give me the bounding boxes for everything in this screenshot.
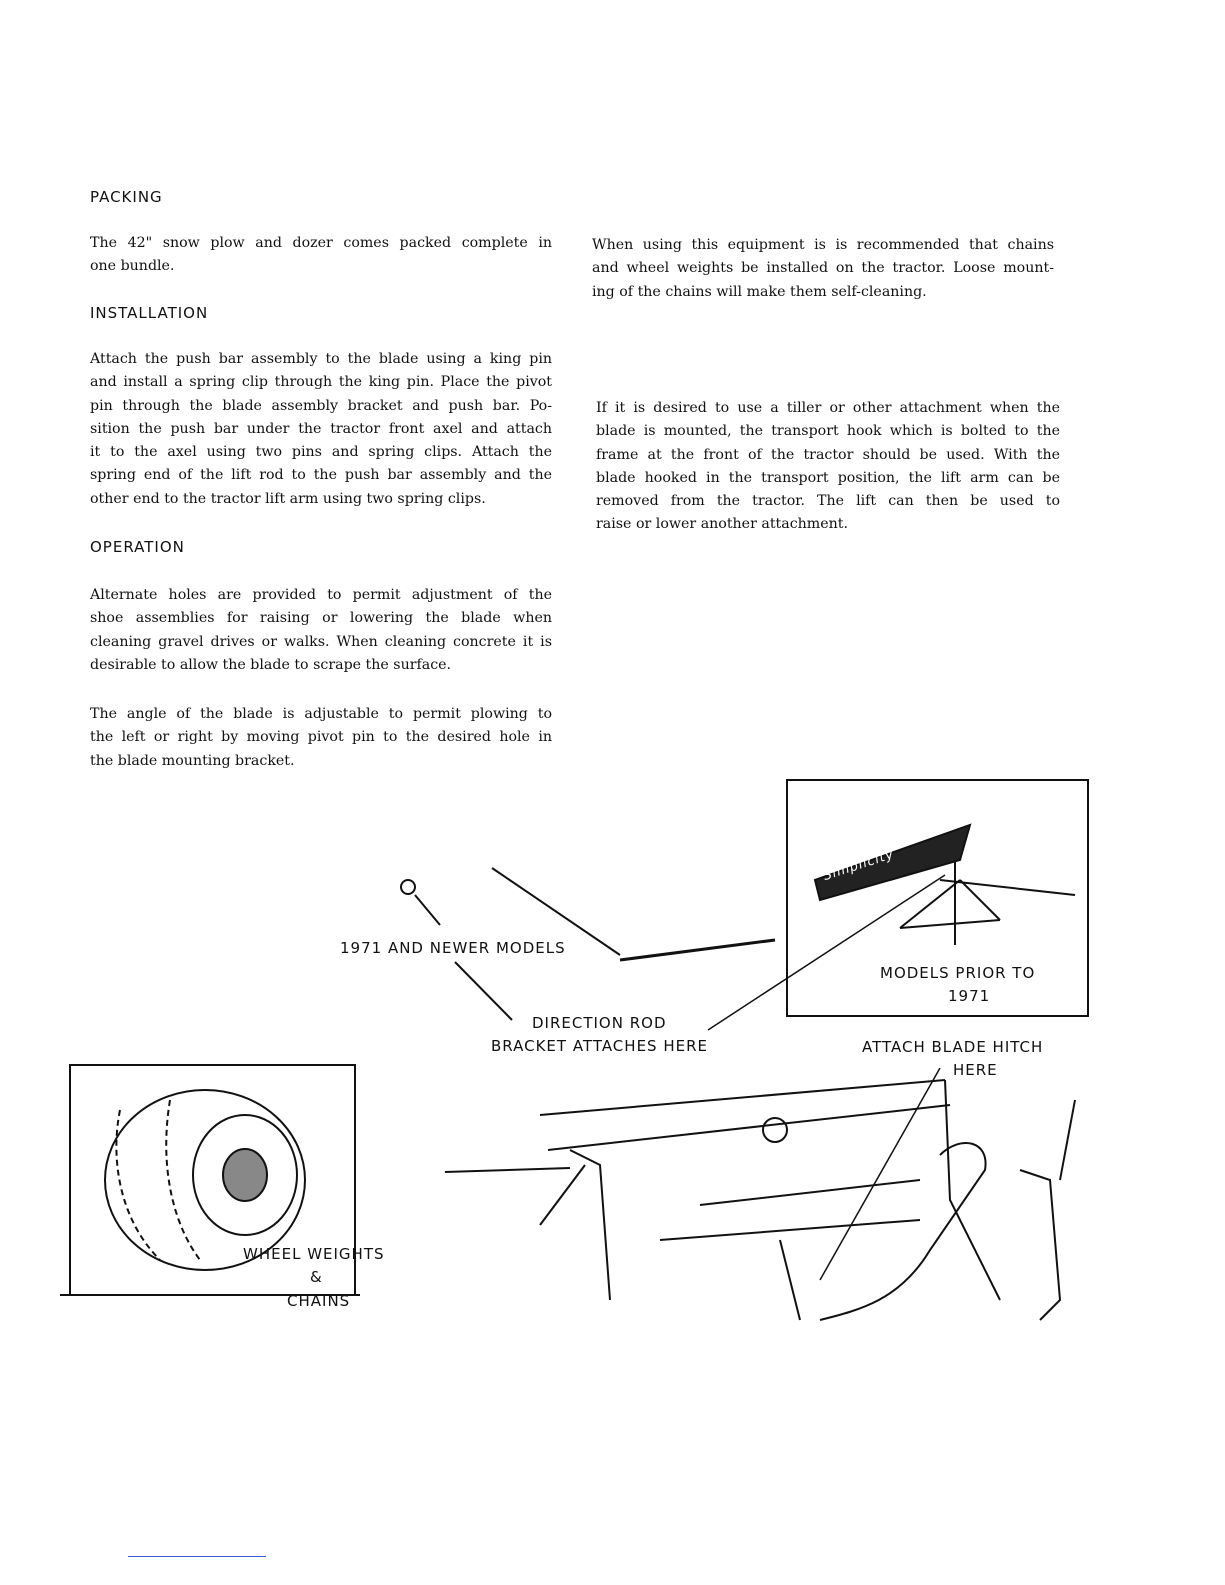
text-line: blade is mounted, the transport hook which is bolted to the [596, 423, 1060, 440]
wheel-chains-drawing [105, 1090, 305, 1270]
text-line: When using this equipment is is recommended that chains [592, 237, 1054, 253]
leader-line [415, 895, 440, 925]
label-chains: CHAINS [287, 1292, 351, 1310]
leader-line [455, 962, 512, 1020]
text-line: one bundle. [90, 258, 175, 275]
text-line: sition the push bar under the tractor front axel and attach [90, 420, 552, 437]
label-direction-rod: DIRECTION ROD [532, 1014, 667, 1032]
text-line: and install a spring clip through the king pin. Place the pivot [90, 374, 552, 391]
text-line: raise or lower another attachment. [596, 516, 848, 533]
label-attach-here: HERE [953, 1061, 998, 1079]
pin-icon [401, 880, 415, 894]
text-line: shoe assemblies for raising or lowering the blade when [90, 610, 552, 627]
label-models-prior-year: 1971 [948, 987, 991, 1005]
text-line: and wheel weights be installed on the tractor. Loose mount- [592, 260, 1054, 277]
operation-heading: OPERATION [90, 538, 185, 556]
text-line: The 42" snow plow and dozer comes packed complete in [90, 235, 552, 251]
scan-artifact-line [128, 1556, 266, 1557]
text-line: If it is desired to use a tiller or other attachment when the [596, 400, 1060, 416]
packing-heading: PACKING [90, 188, 163, 206]
text-line: other end to the tractor lift arm using two spring clips. [90, 490, 486, 507]
text-line: ing of the chains will make them self-cleaning. [592, 283, 927, 300]
text-line: spring end of the lift rod to the push bar assembly and the [90, 467, 552, 484]
text-line: blade hooked in the transport position, the lift arm can be [596, 469, 1060, 486]
label-newer-models: 1971 AND NEWER MODELS [340, 939, 566, 957]
label-direction-rod-bracket: BRACKET ATTACHES HERE [491, 1037, 708, 1055]
tractor-frame-drawing [445, 1080, 1075, 1320]
label-models-prior: MODELS PRIOR TO [880, 964, 1036, 982]
text-line: Attach the push bar assembly to the blade using a king pin [90, 351, 552, 367]
label-wheel-weights: WHEEL WEIGHTS [243, 1245, 385, 1263]
text-line: removed from the tractor. The lift can then be used to [596, 493, 1060, 510]
text-line: desirable to allow the blade to scrape the surface. [90, 656, 452, 673]
label-attach-blade-hitch: ATTACH BLADE HITCH [862, 1038, 1044, 1056]
models-prior-hitch-drawing [815, 825, 1075, 945]
text-line: the blade mounting bracket. [90, 752, 295, 769]
simplicity-logo: Simplicity [821, 847, 897, 884]
text-line: The angle of the blade is adjustable to permit plowing to [90, 706, 552, 722]
text-line: frame at the front of the tractor should be used. With the [596, 446, 1060, 463]
text-line: pin through the blade assembly bracket and push bar. Po- [90, 397, 552, 414]
text-line: cleaning gravel drives or walks. When cleaning concrete it is [90, 633, 552, 650]
direction-rod-line [620, 940, 775, 960]
label-ampersand: & [310, 1268, 323, 1286]
text-line: Alternate holes are provided to permit adjustment of the [90, 587, 552, 603]
installation-heading: INSTALLATION [90, 304, 209, 322]
leader-line [820, 1068, 940, 1280]
text-line: it to the axel using two pins and spring clips. Attach the [90, 444, 552, 461]
text-line: the left or right by moving pivot pin to the desired hole in [90, 729, 552, 746]
